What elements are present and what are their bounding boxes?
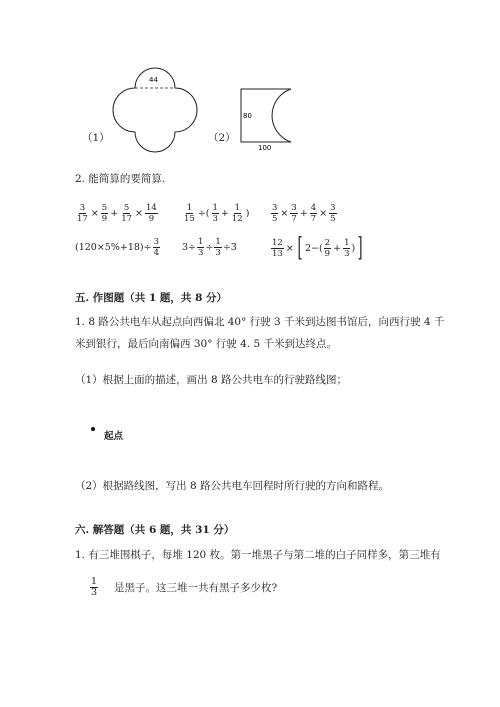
expr-3: $\frac{3}{5}$ × $\frac{3}{7}$ + $\frac{4}{7}$ × $\frac{3}{5}$ [272, 203, 336, 224]
section-6-q1-line1: 1. 有三堆围棋子，每堆 120 枚。第一堆黑子与第二堆的白子同样多，第三堆有 [75, 549, 441, 561]
fraction: $\frac{1}{12}$ [231, 203, 243, 224]
q2-title: 2. 能简算的要简算. [75, 173, 166, 185]
fraction: $\frac{3}{5}$ [330, 203, 336, 224]
figure-2-height: 80 [243, 112, 252, 120]
figure-1-flower-shape [105, 60, 205, 160]
fraction: $\frac{1}{3}$ [198, 237, 204, 258]
section-5-heading: 五. 作图题（共 1 题，共 8 分） [75, 292, 228, 304]
section-5-q1-line2: 米到银行，最后向南偏西 30° 行驶 4. 5 千米到达终点。 [75, 338, 337, 350]
section-5-sub2: （2）根据路线图，写出 8 路公共电车回程时所行驶的方向和路程。 [75, 480, 390, 492]
fraction: $\frac{2}{9}$ [324, 237, 331, 259]
expr-6: $\frac{12}{13}$ × [ 2−( $\frac{2}{9}$ + $\frac{1}{3}$ ) ] [272, 233, 363, 263]
figure-1-dimension: 44 [149, 76, 158, 84]
fraction: $\frac{14}{9}$ [145, 203, 157, 224]
figure-1-label: （1） [82, 132, 110, 144]
expr-5: 3÷ $\frac{1}{3}$ ÷ $\frac{1}{3}$ ÷3 [182, 237, 237, 258]
fraction: $\frac{5}{9}$ [101, 203, 108, 224]
fraction: $\frac{1}{3}$ [344, 237, 350, 259]
fraction: $\frac{1}{3}$ [215, 237, 221, 258]
section-6-heading: 六. 解答题（共 6 题，共 31 分） [75, 524, 235, 536]
fraction: $\frac{4}{7}$ [310, 203, 317, 224]
figure-2-width: 100 [258, 144, 272, 152]
figure-2-label: （2） [208, 132, 236, 144]
fraction: $\frac{5}{17}$ [121, 203, 133, 224]
expr-2: $\frac{1}{15}$ ÷( $\frac{1}{3}$ + $\frac{1}{12}$ ) [184, 203, 250, 224]
section-6-fraction: $\frac{1}{3}$ [91, 576, 98, 598]
section-5-q1-line1: 1. 8 路公共电车从起点向西偏北 40° 行驶 3 千米到达图书馆后，向西行驶 4 千 [75, 316, 445, 328]
fraction: $\frac{3}{17}$ [77, 203, 88, 224]
expr-4: (120×5%+18)÷ $\frac{3}{4}$ [75, 237, 160, 258]
fraction: $\frac{1}{15}$ [184, 203, 195, 224]
fraction: $\frac{1}{3}$ [212, 203, 218, 224]
fraction: $\frac{12}{13}$ [272, 237, 283, 259]
figure-2-rect-cutout [236, 84, 306, 154]
start-point-label: 起点 [104, 431, 124, 442]
start-point-dot [91, 427, 95, 431]
expr-1: $\frac{3}{17}$ × $\frac{5}{9}$ + $\frac{5}{17}$ × $\frac{14}{9}$ [77, 203, 157, 224]
section-5-sub1: （1）根据上面的描述，画出 8 路公共电车的行驶路线图； [75, 374, 348, 386]
fraction: $\frac{3}{5}$ [272, 203, 278, 224]
fraction: $\frac{3}{4}$ [153, 237, 160, 258]
fraction: $\frac{3}{7}$ [291, 203, 297, 224]
section-6-q1-line2: 是黑子。这三堆一共有黑子多少枚? [114, 582, 278, 594]
